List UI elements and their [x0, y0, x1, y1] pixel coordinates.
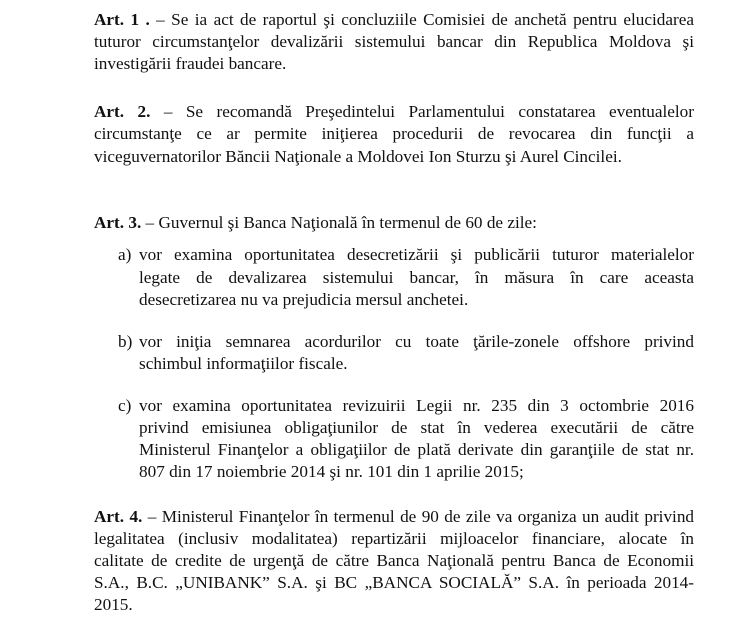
- article-2-label: Art. 2.: [94, 102, 151, 121]
- article-3-item-c-line-4: 807 din 17 noiembrie 2014 şi nr. 101 din 1 aprilie 2015;: [139, 462, 524, 481]
- article-1-line-1: Art. 1 . – Se ia act de raportul şi concluziile Comisiei de anchetă pentru elucidarea: [94, 10, 694, 29]
- article-3-item-c-line-3: Ministerul Finanţelor a obligaţiilor de plată derivate din garanţiile de stat nr.: [139, 440, 694, 459]
- article-3-line-1: Art. 3. – Guvernul şi Banca Naţională în termenul de 60 de zile:: [94, 213, 537, 232]
- article-3-item-b-line-2: schimbul informaţiilor fiscale.: [139, 354, 348, 373]
- article-3-item-a-line-2: legate de devalizarea sistemului bancar, în măsura în care aceasta: [139, 268, 694, 287]
- article-3-item-c-marker: c): [118, 396, 132, 415]
- article-3-item-a-line-1: vor examina oportunitatea desecretizării şi publicării tuturor materialelor: [139, 245, 694, 264]
- article-3-item-a-line-3: desecretizarea nu va prejudicia mersul anchetei.: [139, 290, 469, 309]
- article-3-item-b-line-1: vor iniţia semnarea acordurilor cu toate ţările-zonele offshore privind: [139, 332, 694, 351]
- article-3-label: Art. 3.: [94, 213, 142, 232]
- article-3-item-a-marker: a): [118, 245, 132, 264]
- article-2-line-2: circumstanţe ce ar permite iniţierea procedurii de revocarea din funcţii a: [94, 124, 694, 143]
- article-4-line-3: calitate de credite de urgenţă de către Banca Naţională pentru Banca de Economii: [94, 551, 694, 570]
- article-1-line-3: investigării fraudei bancare.: [94, 54, 287, 73]
- article-3-item-c-line-2: privind emisiunea obligaţiunilor de stat în vederea executării de către: [139, 418, 694, 437]
- article-1-line-2: tuturor circumstanţelor devalizării sistemului bancar din Republica Moldova şi: [94, 32, 694, 51]
- article-2-line-1: Art. 2. – Se recomandă Preşedintelui Parlamentului constatarea eventualelor: [94, 102, 694, 121]
- article-4-line-5: 2015.: [94, 595, 133, 614]
- article-1-label: Art. 1 .: [94, 10, 150, 29]
- article-3-item-c-line-1: vor examina oportunitatea revizuirii Legii nr. 235 din 3 octombrie 2016: [139, 396, 694, 415]
- article-4-line-2: legalitatea (inclusiv modalitatea) repartizării mijloacelor financiare, alocate în: [94, 529, 694, 548]
- article-4-line-1: Art. 4. – Ministerul Finanţelor în termenul de 90 de zile va organiza un audit privind: [94, 507, 695, 526]
- article-4-label: Art. 4.: [94, 507, 143, 526]
- article-3-item-b-marker: b): [118, 332, 133, 351]
- article-2-line-3: viceguvernatorilor Băncii Naţionale a Moldovei Ion Sturzu şi Aurel Cincilei.: [94, 147, 622, 166]
- article-4-line-4: S.A., B.C. „UNIBANK” S.A. şi BC „BANCA SOCIALĂ” S.A. în perioada 2014-: [94, 573, 694, 592]
